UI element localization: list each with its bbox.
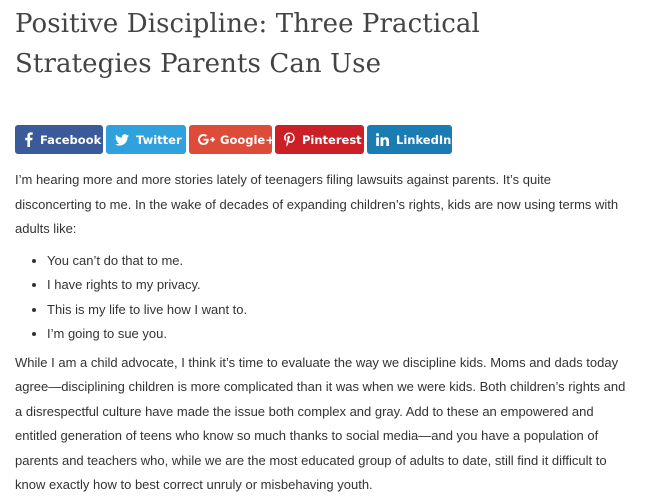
quote-list xyxy=(15,249,630,347)
body-paragraph: While I am a child advocate, I think it’s time to evaluate the way we discipline kids. Moms and dads today agree—disciplining children is more complicated than it was when we were kids. Both children’s rights and a disrespectful culture have made the issue both complex and gray. Add to these an empowered and entitled generation of teens who know so much thanks to social media—and you have a population of parents and teachers who, while we are the most educated group of adults to date, still find it difficult to know exactly how to best correct unruly or misbehaving youth. xyxy=(15,354,626,492)
pinterest-icon xyxy=(284,132,295,148)
linkedin-share-button[interactable] xyxy=(367,125,452,154)
twitter-share-button[interactable] xyxy=(106,125,186,154)
pinterest-share-label: Pinterest xyxy=(302,132,362,147)
list-item: • I have rights to my privacy. xyxy=(47,273,630,298)
article-body xyxy=(15,168,630,498)
google-plus-share-button[interactable] xyxy=(189,125,275,154)
intro-paragraph: I’m hearing more and more stories lately of teenagers filing lawsuits against parents. It’s quite disconcerting to me. In the wake of decades of expanding children’s rights, kids are now using terms with adults like: xyxy=(15,172,619,236)
list-item: • You can’t do that to me. xyxy=(47,249,630,274)
twitter-share-label: Twitter xyxy=(136,132,182,147)
twitter-icon xyxy=(115,132,129,148)
facebook-icon xyxy=(24,132,33,148)
list-item: • I’m going to sue you. xyxy=(47,322,630,347)
facebook-share-label: Facebook xyxy=(40,132,102,147)
linkedin-share-label: LinkedIn xyxy=(396,132,452,147)
facebook-share-button[interactable] xyxy=(15,125,103,154)
linkedin-icon xyxy=(376,132,389,148)
list-item: • This is my life to live how I want to. xyxy=(47,298,630,323)
pinterest-share-button[interactable] xyxy=(275,125,364,154)
google-plus-share-label: Google+ xyxy=(220,132,275,147)
page-title: Positive Discipline: Three Practical Strategies Parents Can Use xyxy=(15,9,480,79)
social-share-bar xyxy=(15,125,452,154)
google-plus-icon xyxy=(198,132,215,148)
